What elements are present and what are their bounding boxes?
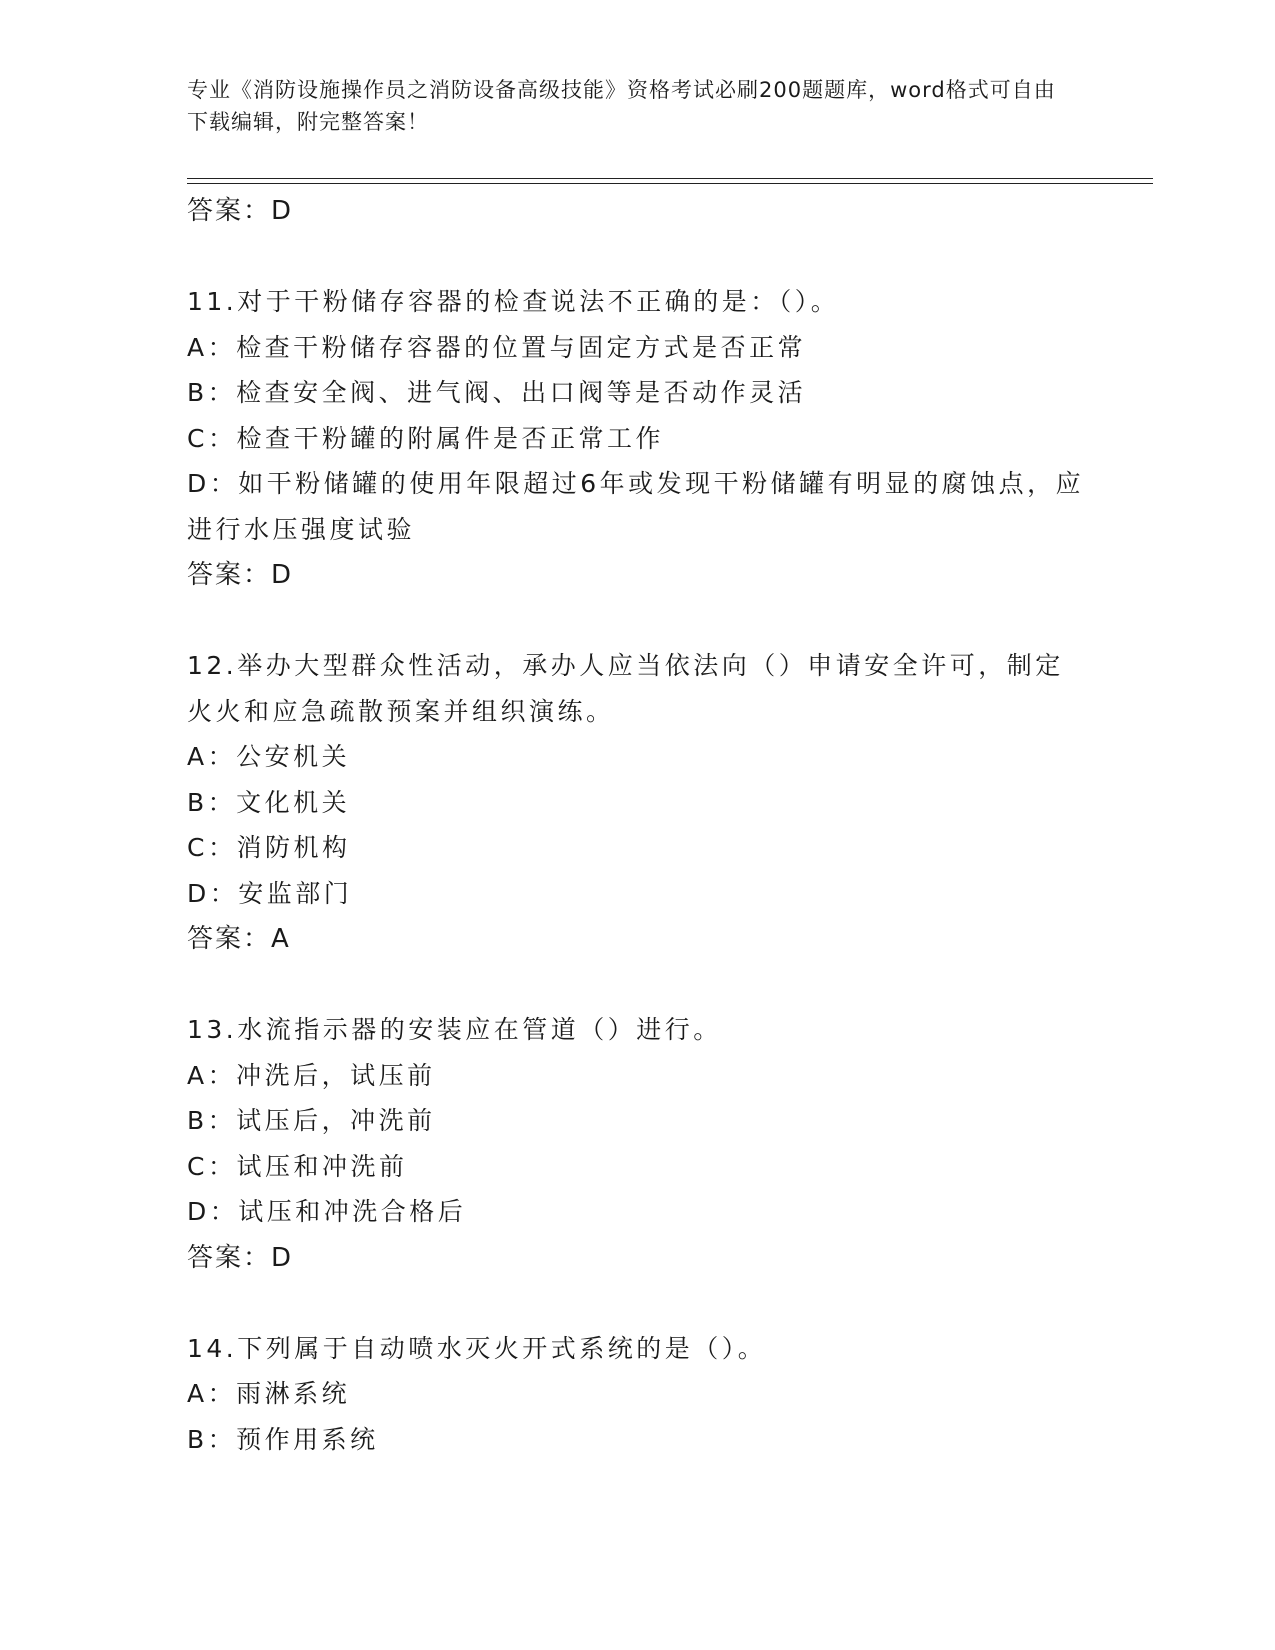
question-13 [187,1007,1087,1281]
option-b: B：文化机关 [187,787,351,817]
option-d: D：安监部门 [187,878,353,908]
option-c: C：检查干粉罐的附属件是否正常工作 [187,423,664,453]
option-a: A：检查干粉储存容器的位置与固定方式是否正常 [187,332,807,362]
document-header: 专业《消防设施操作员之消防设备高级技能》资格考试必刷200题题库，word格式可自由下载编辑，附完整答案！ [187,78,1056,134]
option-b: B：检查安全阀、进气阀、出口阀等是否动作灵活 [187,378,807,407]
answer-line: 答案：D [187,560,294,590]
option-d: D：如干粉储罐的使用年限超过6年或发现干粉储罐有明显的腐蚀点，应进行水压强度试验 [187,469,1085,544]
answer-line: 答案：A [187,924,291,954]
option-b: B：试压后，冲洗前 [187,1106,436,1135]
answer-line: 答案：D [187,196,294,226]
question-stem: 13.水流指示器的安装应在管道（）进行。 [187,1015,722,1044]
question-list [187,188,1087,1462]
question-stem: 11.对于干粉储存容器的检查说法不正确的是：（）。 [187,287,840,316]
answer-line: 答案：D [187,1242,294,1273]
option-a: A：雨淋系统 [187,1379,351,1408]
option-b: B：预作用系统 [187,1424,379,1454]
option-a: A：冲洗后，试压前 [187,1060,436,1090]
question-stem: 14.下列属于自动喷水灭火开式系统的是（）。 [187,1333,767,1363]
option-d: D：试压和冲洗合格后 [187,1197,467,1226]
option-a: A：公安机关 [187,742,351,771]
option-c: C：试压和冲洗前 [187,1151,408,1181]
header-rule-top [187,178,1153,179]
header-rule-bottom [187,183,1153,184]
question-11 [187,279,1087,598]
question-stem: 12.举办大型群众性活动，承办人应当依法向（）申请安全许可，制定火火和应急疏散预案并组织演练。 [187,651,1064,726]
question-12 [187,643,1087,962]
question-14 [187,1326,1087,1463]
option-c: C：消防机构 [187,833,351,862]
